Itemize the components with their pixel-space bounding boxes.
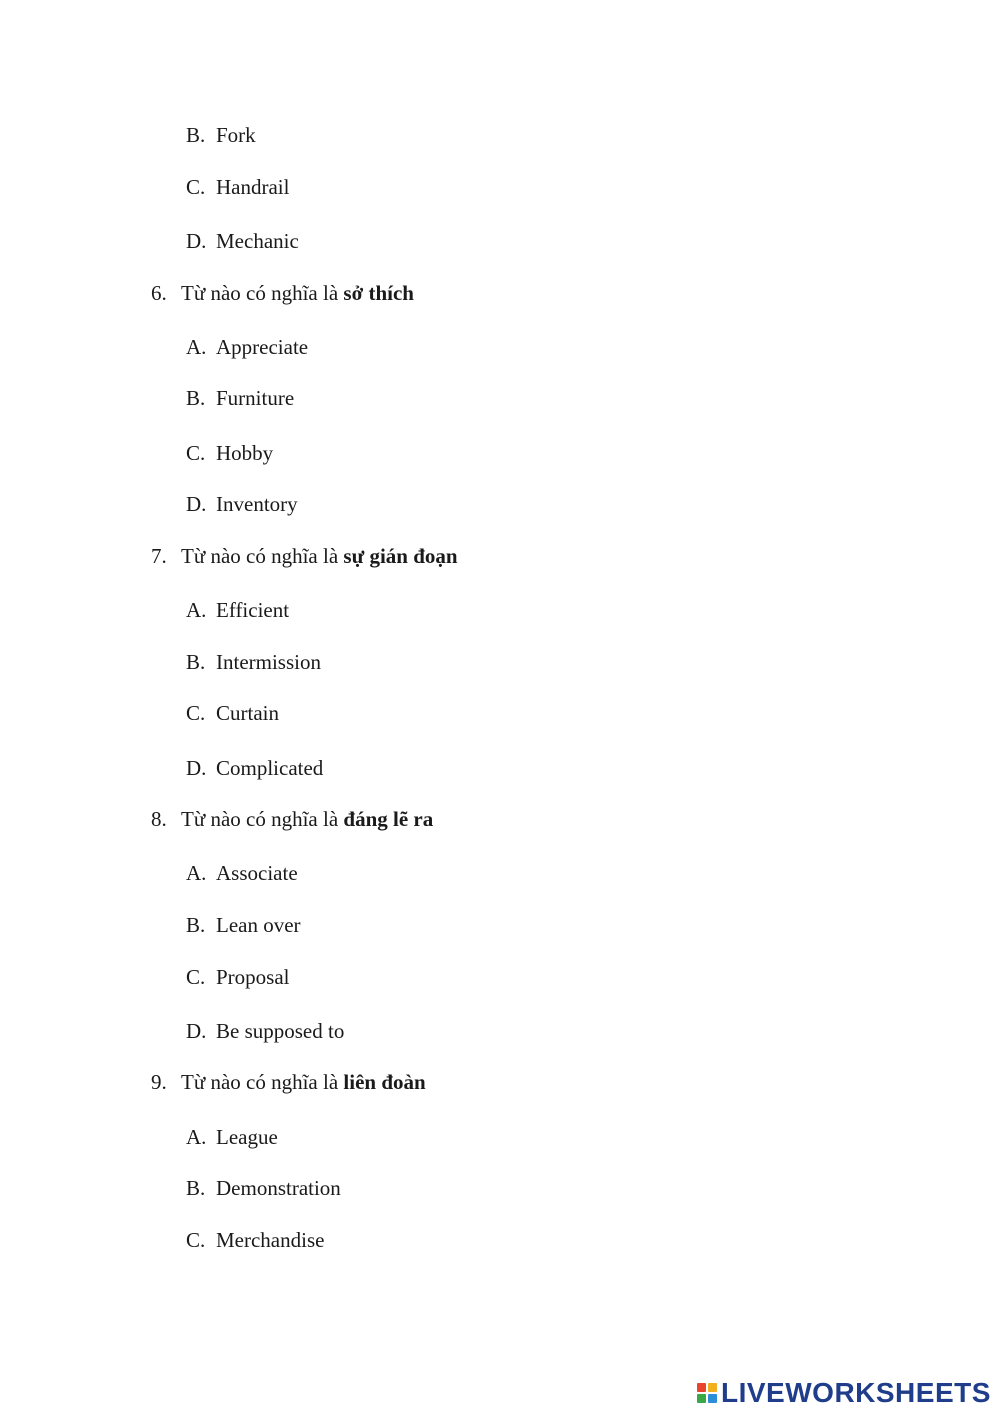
option-text: Inventory [216,492,298,516]
question-6 [151,280,414,306]
question-keyword: liên đoàn [343,1070,426,1094]
option-letter: D. [186,229,207,253]
question-keyword: sự gián đoạn [343,544,458,568]
option-letter: B. [186,1176,206,1200]
q6-option-a[interactable] [186,334,308,360]
q9-option-b[interactable] [186,1175,341,1201]
q7-option-b[interactable] [186,649,321,675]
option-text: Appreciate [216,335,309,359]
option-letter: B. [186,650,206,674]
logo-square-red [697,1383,706,1392]
q6-option-c[interactable] [186,440,273,466]
question-prompt: Từ nào có nghĩa là [181,1070,339,1094]
question-number: 6. [151,281,167,305]
option-text: Furniture [216,386,295,410]
logo-text: LIVEWORKSHEETS [721,1377,991,1408]
q5-option-b[interactable] [186,122,256,148]
question-8 [151,806,433,832]
question-keyword: sở thích [343,281,414,305]
option-letter: D. [186,492,207,516]
question-keyword: đáng lẽ ra [343,807,434,831]
liveworksheets-logo [697,1377,991,1409]
q5-option-c[interactable] [186,174,289,200]
option-letter: A. [186,335,207,359]
option-letter: B. [186,123,206,147]
option-letter: D. [186,756,207,780]
q7-option-c[interactable] [186,700,279,726]
option-text: Proposal [216,965,290,989]
option-text: Efficient [216,598,290,622]
option-letter: A. [186,861,207,885]
q8-option-b[interactable] [186,912,301,938]
question-number: 7. [151,544,167,568]
question-prompt: Từ nào có nghĩa là [181,807,339,831]
option-text: Fork [216,123,256,147]
option-letter: C. [186,1228,206,1252]
option-text: Hobby [216,441,274,465]
option-letter: C. [186,441,206,465]
option-text: Lean over [216,913,301,937]
option-letter: A. [186,1125,207,1149]
option-text: Handrail [216,175,290,199]
question-number: 8. [151,807,167,831]
q5-option-d[interactable] [186,228,299,254]
q9-option-c[interactable] [186,1227,324,1253]
question-prompt: Từ nào có nghĩa là [181,281,339,305]
logo-square-blue [708,1394,717,1403]
option-text: Curtain [216,701,279,725]
option-text: Be supposed to [216,1019,345,1043]
q6-option-b[interactable] [186,385,294,411]
option-letter: B. [186,913,206,937]
q8-option-d[interactable] [186,1018,344,1044]
option-text: Demonstration [216,1176,341,1200]
logo-square-green [697,1394,706,1403]
option-letter: C. [186,175,206,199]
q9-option-a[interactable] [186,1124,278,1150]
option-letter: C. [186,965,206,989]
q8-option-c[interactable] [186,964,290,990]
logo-icon [697,1383,717,1403]
q7-option-a[interactable] [186,597,289,623]
logo-square-yellow [708,1383,717,1392]
option-letter: C. [186,701,206,725]
option-text: League [216,1125,278,1149]
question-prompt: Từ nào có nghĩa là [181,544,339,568]
q6-option-d[interactable] [186,491,298,517]
q8-option-a[interactable] [186,860,298,886]
option-text: Intermission [216,650,321,674]
option-text: Associate [216,861,298,885]
option-text: Mechanic [216,229,299,253]
option-text: Merchandise [216,1228,325,1252]
question-9 [151,1069,426,1095]
question-7 [151,543,458,569]
option-letter: A. [186,598,207,622]
option-letter: D. [186,1019,207,1043]
option-text: Complicated [216,756,324,780]
option-letter: B. [186,386,206,410]
question-number: 9. [151,1070,167,1094]
q7-option-d[interactable] [186,755,323,781]
